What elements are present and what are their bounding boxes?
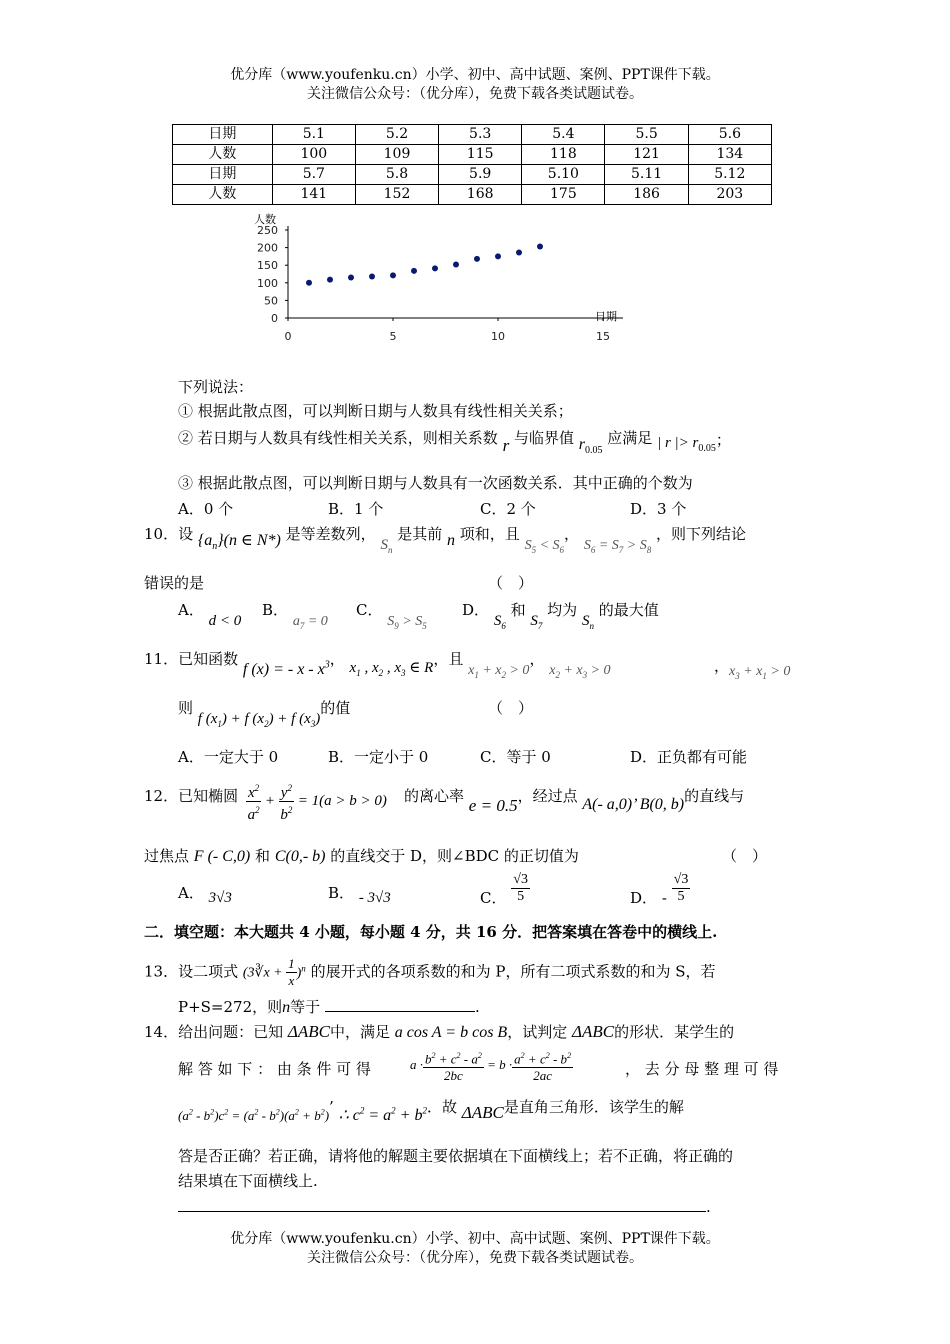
y-tick-label: 50 [264, 294, 278, 308]
q9-option-b: B．1 个 [328, 500, 384, 518]
y-tick-label: 200 [257, 241, 278, 255]
q12-option-d-wrap: D． - $\frac{√3}{5}$ [630, 872, 689, 907]
q14-number: 14．给出问题：已知 [144, 1023, 284, 1041]
q14-line5: 结果填在下面横线上. [178, 1172, 318, 1190]
q10-option-d-wrap: D． $S_6$ 和 $S_7$ 均为 $S_n$ 的最大值 [462, 601, 659, 631]
table-cell: 5.6 [688, 125, 771, 145]
q12-text-2: ，经过点 [517, 787, 578, 805]
q12-text-5: 和 [255, 847, 271, 865]
table-cell: 5.2 [355, 125, 438, 145]
q12-paren: （ ） [722, 847, 768, 865]
q11-text-2: 的值 [320, 699, 351, 717]
q14-line4: 答是否正确？若正确，请将他的解题主要依据填在下面横线上；若不正确，将正确的 [178, 1147, 734, 1165]
section-2-title: 二．填空题：本大题共 4 小题，每小题 4 分，共 16 分．把答案填在答卷中的横线上. [144, 923, 718, 941]
q14-text-5: ， 去 分 母 整 理 可 得 [625, 1060, 779, 1078]
q11-cond3: ，$x_3 + x_1 > 0$ [714, 657, 791, 681]
q10-option-b: B． [262, 601, 289, 619]
q13-line2: P+S=272，则n等于 . [178, 998, 480, 1016]
q14-text-4: 解 答 如 下 ： 由 条 件 可 得 [178, 1060, 371, 1078]
q9-statement-2: ② 若日期与人数具有线性相关关系，则相关系数 r 与临界值 $r_{0.05}$ 应满足 | r |> $r_{0.05}$； [178, 429, 731, 457]
table-cell: 日期 [173, 125, 273, 145]
q9-critical-value: $r_{0.05}$ [578, 436, 603, 457]
scatter-point [495, 253, 501, 259]
table-cell: 5.11 [605, 165, 688, 185]
q9-statement-3: ③ 根据此散点图，可以判断日期与人数具有一次函数关系．其中正确的个数为 [178, 474, 693, 492]
q14-answer [178, 1198, 711, 1216]
q12-option-a: A． [178, 884, 204, 902]
q11-option-c: C．等于 0 [480, 748, 551, 766]
table-cell: 115 [439, 145, 522, 165]
data-table [172, 124, 772, 205]
q11-text-1: 则 [178, 699, 194, 717]
table-cell: 5.7 [272, 165, 355, 185]
q13-text-3: 等于 [290, 998, 321, 1016]
table-row [173, 125, 772, 145]
q11-option-d: D．正负都有可能 [630, 748, 748, 766]
q9-option-a: A．0 个 [178, 500, 234, 518]
table-cell: 5.3 [439, 125, 522, 145]
scatter-point [369, 273, 375, 279]
q10-option-d: D． [462, 601, 490, 619]
q10-option-c-wrap: C． $S_9 > S_5$ [356, 601, 427, 631]
table-cell: 5.8 [355, 165, 438, 185]
q9-r-symbol: r [502, 436, 510, 455]
table-cell: 118 [522, 145, 605, 165]
q12-option-d: D． [630, 888, 658, 907]
q13-number: 13．设二项式 [144, 962, 239, 981]
q14-text-2: ，试判定 [507, 1023, 568, 1041]
q9-option-d: D．3 个 [630, 500, 687, 518]
q12-stem [144, 785, 238, 806]
footer-line-1: 优分库（www.youfenku.cn）小学、初中、高中试题、案例、PPT课件下载。 [230, 1231, 720, 1247]
q13-answer-blank[interactable] [325, 1011, 475, 1012]
table-cell: 168 [439, 185, 522, 205]
table-cell: 5.4 [522, 125, 605, 145]
q10-and: 和 [510, 601, 526, 619]
q14-text-10: . [706, 1198, 711, 1216]
q12-line2: 过焦点 F (- C,0) 和 C(0,- b) 的直线交于 D，则∠BDC 的正切值为 [144, 847, 579, 865]
q12-option-c: C． [480, 888, 507, 907]
scatter-point [537, 244, 543, 250]
q12-text-3: 的直线与 [684, 787, 745, 805]
q10-text-4: ，则下列结论 [656, 525, 747, 543]
q14-line3: $(a^2 - b^2)c^2 = (a^2 - b^2)(a^2 + b^2)$’ ∴ $c^2 = a^2 + b^2$．故 ΔABC是直角三角形．该学生的解 [178, 1098, 684, 1124]
scatter-point [516, 250, 522, 256]
q12-option-b-wrap: B． - 3√3 [328, 884, 391, 906]
x-tick-label: 10 [491, 330, 505, 343]
q13-text-2: P+S=272，则 [178, 998, 283, 1016]
q14-line2-rest [625, 1058, 778, 1079]
q13-stem: 13．设二项式 (3∛x + $\frac{1}{x}$ )$^n$ 的展开式的各项系数的和为 P，所有二项式系数的和为 S，若 [144, 956, 716, 988]
table-cell: 5.9 [439, 165, 522, 185]
table-row [173, 185, 772, 205]
header-line-2: 关注微信公众号：（优分库），免费下载各类试题试卷。 [307, 86, 643, 102]
table-cell: 134 [688, 145, 771, 165]
q9-s2-text-b: 与临界值 [513, 429, 574, 447]
scatter-chart [240, 210, 640, 350]
y-tick-label: 0 [271, 312, 278, 325]
q11-option-b: B．一定小于 0 [328, 748, 429, 766]
q12-number: 12．已知椭圆 [144, 787, 239, 805]
scatter-point [474, 256, 480, 262]
footer-line-2: 关注微信公众号：（优分库），免费下载各类试题试卷。 [307, 1250, 643, 1266]
q10-wrong: 错误的是 [144, 574, 205, 592]
q9-statement-1: ① 根据此散点图，可以判断日期与人数具有线性相关关系； [178, 402, 573, 420]
table-cell: 203 [688, 185, 771, 205]
q14-line1: 14．给出问题：已知 ΔABC中，满足 a cos A = b cos B，试判定 ΔABC的形状．某学生的 [144, 1022, 735, 1041]
table-cell: 5.10 [522, 165, 605, 185]
table-row [173, 165, 772, 185]
y-tick-label: 150 [257, 259, 278, 273]
table-cell: 5.1 [272, 125, 355, 145]
q10-stem: 10．设 $\{a_n\}(n$ ∈ N*) 是等差数列， $S_n$ 是其前 n 项和，且 $S_5 < S_6$， $S_6 = S_7 > S_8$ ，则下列结论 [144, 525, 747, 555]
q10-option-b-wrap: B． $a_7 = 0$ [262, 601, 328, 631]
table-cell: 人数 [173, 145, 273, 165]
q12-ellipse-eq: $\frac{x^2}{a^2}$ + $\frac{y^2}{b^2}$ = 1(a > b > 0) [246, 780, 387, 823]
q11-line2: 则 f $(x_1) + f$ $(x_2) + f$ $(x_3)$的值 [178, 699, 351, 729]
x-axis-label: 日期 [595, 310, 617, 323]
q10-option-c: C． [356, 601, 383, 619]
table-cell: 152 [355, 185, 438, 205]
q14-text-7: 是直角三角形．该学生的解 [503, 1098, 684, 1116]
scatter-point [411, 268, 417, 274]
scatter-point [432, 265, 438, 271]
y-tick-label: 100 [257, 276, 278, 290]
q10-both: 均为 [547, 601, 578, 619]
q12-line1-rest: 的离心率 e = 0.5，经过点 A(- a,0)’ B(0, b)的直线与 [404, 787, 745, 815]
table-cell: 人数 [173, 185, 273, 205]
q14-text-6: 故 [441, 1098, 457, 1116]
scatter-point [327, 277, 333, 283]
table-cell: 5.12 [688, 165, 771, 185]
table-cell: 186 [605, 185, 688, 205]
q10-text-3: 项和，且 [459, 525, 520, 543]
q9-s2-text-a: ② 若日期与人数具有线性相关关系，则相关系数 [178, 429, 498, 447]
q9-option-c: C．2 个 [480, 500, 536, 518]
q11-number: 11．已知函数 [144, 650, 239, 668]
q12-option-c-wrap: C． $\frac{√3}{5}$ [480, 872, 528, 907]
q11-stem: 11．已知函数 f (x) = - x - $x^3$， $x_1$ , $x_2$ , $x_3$ ∈ R，且 $x_1 + x_2 > 0$， $x_2 + x_3 > 0$ [144, 650, 611, 680]
q10-option-a: A． [178, 601, 204, 619]
q9-intro: 下列说法： [178, 378, 254, 396]
scatter-point [390, 272, 396, 278]
q11-option-a: A．一定大于 0 [178, 748, 279, 766]
q10-text-2: 是其前 [397, 525, 443, 543]
q11-paren: （ ） [488, 699, 534, 717]
q10-text-1: 是等差数列， [285, 525, 376, 543]
q9-s2-text-c: 应满足 [607, 429, 653, 447]
table-row [173, 145, 772, 165]
y-axis-label: 人数 [254, 213, 276, 226]
header-line-1: 优分库（www.youfenku.cn）小学、初中、高中试题、案例、PPT课件下载。 [230, 67, 720, 83]
q10-paren: （ ） [488, 574, 534, 592]
q10-options: A． d < 0 [178, 601, 242, 629]
q13-text-4: . [474, 998, 480, 1016]
table-cell: 141 [272, 185, 355, 205]
q14-equation-1: a · $\frac{b^2 + c^2 - a^2}{2bc}$ = b · $\frac{a^2 + c^2 - b^2}{2ac}$ [410, 1048, 573, 1084]
q12-text-6: 的直线交于 D，则∠BDC 的正切值为 [330, 847, 579, 865]
table-cell: 121 [605, 145, 688, 165]
x-tick-label: 15 [596, 330, 610, 343]
q14-text-1: 中，满足 [329, 1023, 390, 1041]
q12-text-4: 过焦点 [144, 847, 190, 865]
x-tick-label: 0 [284, 330, 292, 343]
table-cell: 100 [272, 145, 355, 165]
table-cell: 5.5 [605, 125, 688, 145]
q14-line2 [178, 1058, 371, 1079]
table-cell: 109 [355, 145, 438, 165]
q10-number: 10．设 [144, 525, 194, 543]
q12-option-b: B． [328, 884, 355, 902]
q9-condition: | r |> $r_{0.05}$ [657, 435, 716, 454]
q10-max: 的最大值 [598, 601, 659, 619]
q14-answer-blank[interactable] [178, 1211, 706, 1212]
q14-text-3: 的形状．某学生的 [614, 1023, 735, 1041]
q12-text-1: 的离心率 [404, 787, 465, 805]
table-cell: 175 [522, 185, 605, 205]
y-tick-label: 250 [257, 224, 278, 237]
table-cell: 日期 [173, 165, 273, 185]
scatter-point [453, 261, 459, 267]
scatter-point [348, 275, 354, 281]
x-tick-label: 5 [389, 330, 397, 343]
q12-option-a-wrap: A． 3√3 [178, 884, 232, 906]
scatter-point [306, 280, 312, 286]
q13-text-1: 的展开式的各项系数的和为 P，所有二项式系数的和为 S，若 [310, 962, 716, 981]
